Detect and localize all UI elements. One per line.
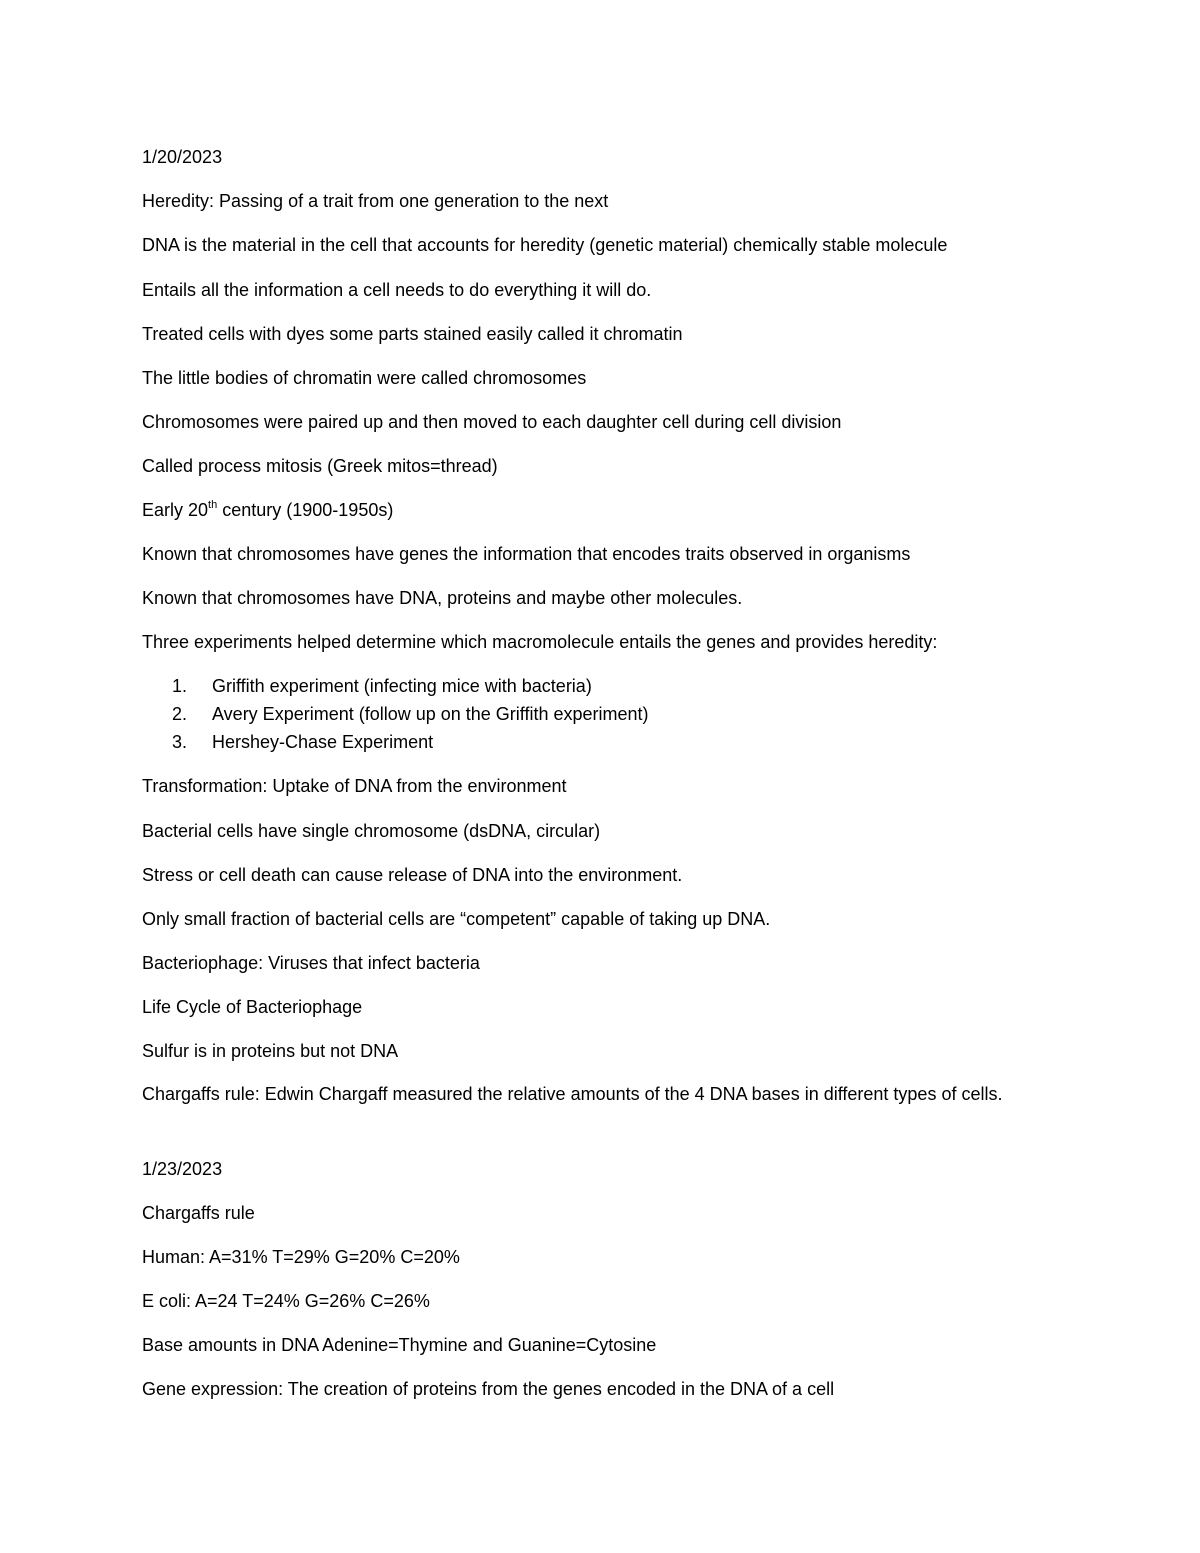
text-line: Known that chromosomes have genes the information that encodes traits observed in organisms (142, 544, 911, 564)
list-number: 3. (172, 732, 188, 752)
text-line: Gene expression: The creation of proteins from the genes encoded in the DNA of a cell (142, 1379, 835, 1399)
text-line: The little bodies of chromatin were called chromosomes (142, 368, 587, 388)
text-line: Treated cells with dyes some parts stained easily called it chromatin (142, 324, 683, 344)
list-item: Hershey-Chase Experiment (212, 732, 434, 752)
text-line: Only small fraction of bacterial cells are “competent” capable of taking up DNA. (142, 909, 771, 929)
date-heading: 1/20/2023 (142, 147, 223, 167)
list-number: 1. (172, 676, 188, 696)
text-line: Chromosomes were paired up and then moved to each daughter cell during cell division (142, 412, 842, 432)
text-line: Sulfur is in proteins but not DNA (142, 1041, 399, 1061)
text-line: E coli: A=24 T=24% G=26% C=26% (142, 1291, 430, 1311)
text-line: Three experiments helped determine which macromolecule entails the genes and provides heredity: (142, 632, 938, 652)
early-century-line (142, 499, 393, 521)
text-line: Bacterial cells have single chromosome (dsDNA, circular) (142, 821, 601, 841)
list-number: 2. (172, 704, 188, 724)
text-line: Human: A=31% T=29% G=20% C=20% (142, 1247, 460, 1267)
text-line: Known that chromosomes have DNA, proteins and maybe other molecules. (142, 588, 743, 608)
text-line: Life Cycle of Bacteriophage (142, 997, 363, 1017)
text-line: Called process mitosis (Greek mitos=thread) (142, 456, 498, 476)
text-line: DNA is the material in the cell that accounts for heredity (genetic material) chemically stable molecule (142, 235, 948, 255)
text-line: Chargaffs rule (142, 1203, 255, 1223)
text-line: Transformation: Uptake of DNA from the environment (142, 776, 567, 796)
early-century-after: century (1900-1950s) (217, 500, 394, 520)
ordinal-suffix: th (208, 499, 218, 511)
text-line: Bacteriophage: Viruses that infect bacteria (142, 953, 480, 973)
list-item: Griffith experiment (infecting mice with bacteria) (212, 676, 592, 696)
text-paragraph: Chargaffs rule: Edwin Chargaff measured the relative amounts of the 4 DNA bases in different types of cells. (142, 1084, 1003, 1104)
text-line: Base amounts in DNA Adenine=Thymine and Guanine=Cytosine (142, 1335, 657, 1355)
text-line: Entails all the information a cell needs to do everything it will do. (142, 280, 652, 300)
text-line: Heredity: Passing of a trait from one generation to the next (142, 191, 609, 211)
text-line: Stress or cell death can cause release of DNA into the environment. (142, 865, 683, 885)
list-item: Avery Experiment (follow up on the Griffith experiment) (212, 704, 649, 724)
date-heading: 1/23/2023 (142, 1159, 223, 1179)
early-century-before: Early 20 (142, 500, 209, 520)
